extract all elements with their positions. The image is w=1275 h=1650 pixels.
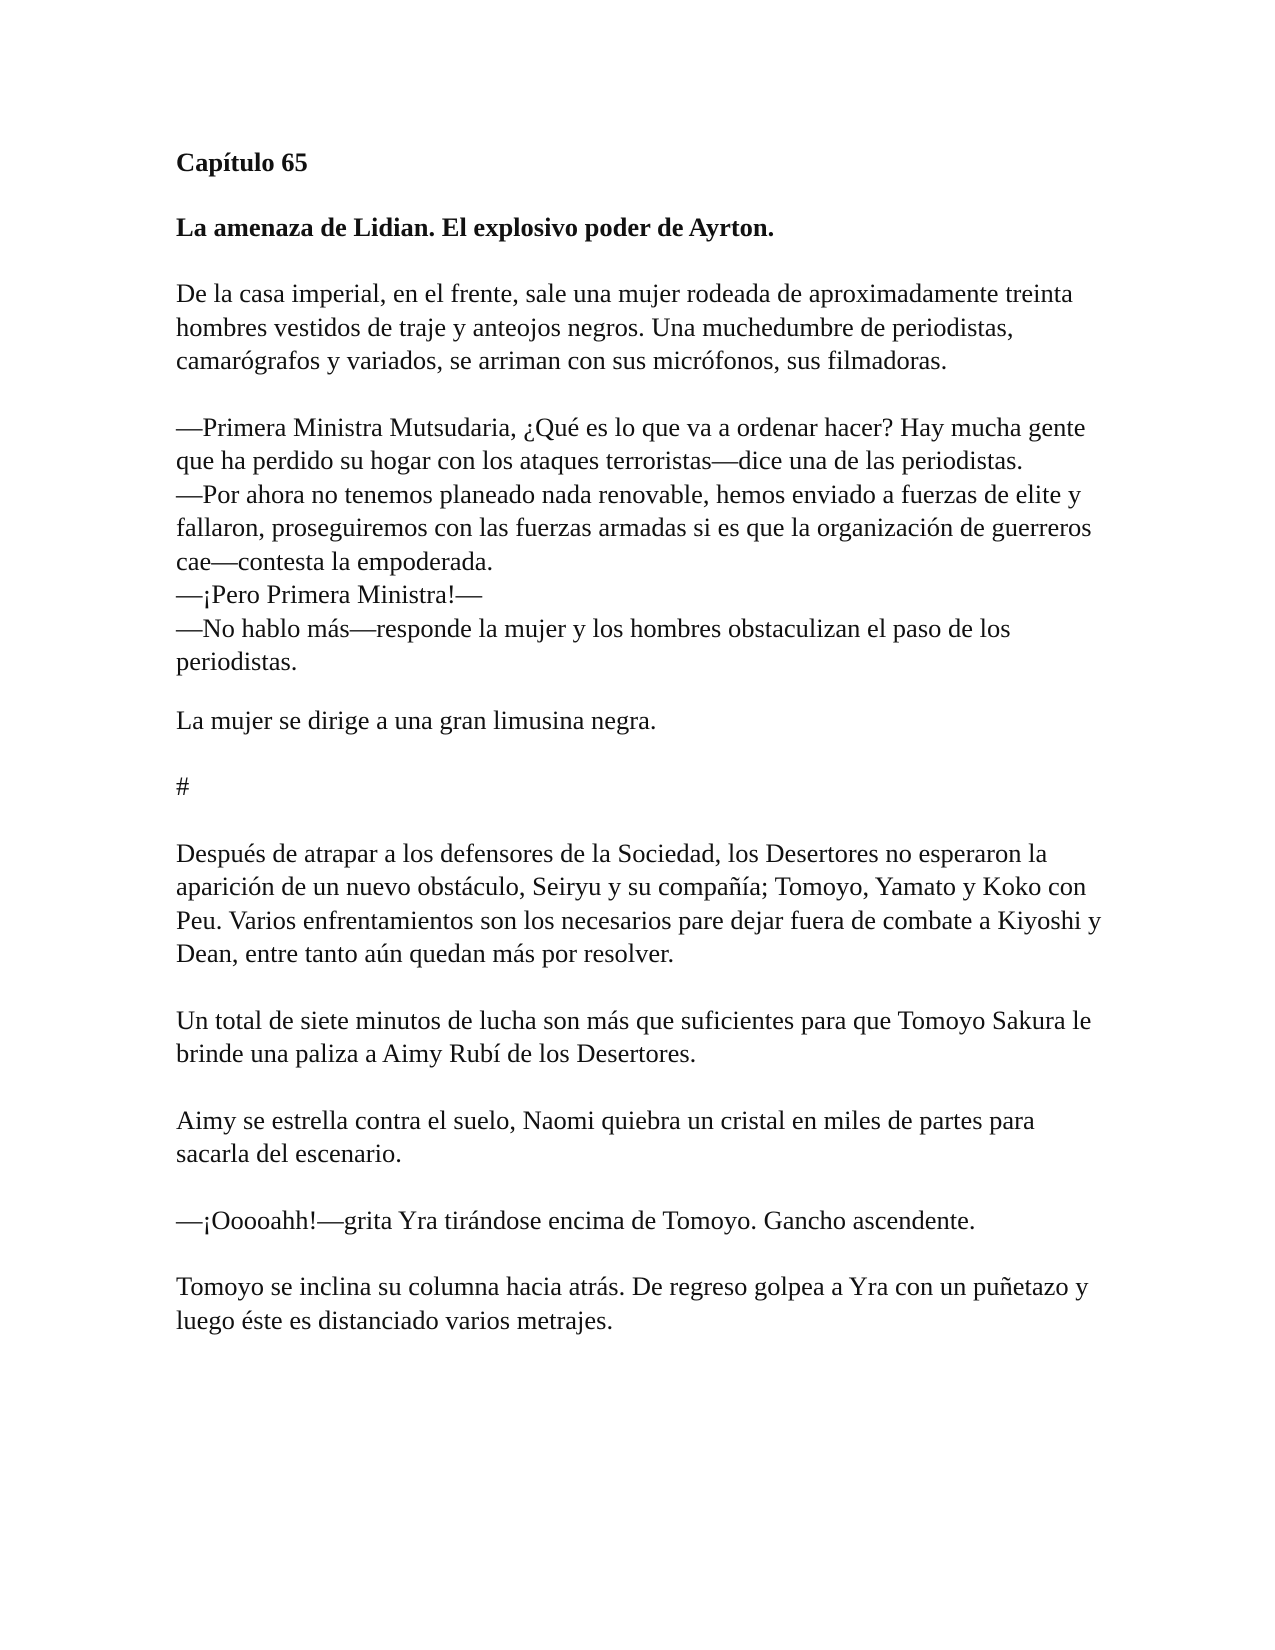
limousine-paragraph: La mujer se dirige a una gran limusina negra. xyxy=(176,704,657,735)
scene-separator: # xyxy=(176,771,190,801)
document-body xyxy=(176,146,1106,1370)
body-paragraph: —¡Ooooahh!—grita Yra tirándose encima de Tomoyo. Gancho ascendente. xyxy=(176,1204,976,1235)
dialogue-line: —Por ahora no tenemos planeado nada renovable, hemos enviado a fuerzas de elite y fallaron, proseguiremos con las fuerzas armadas si es que la organización de guerreros cae—contesta la empoderada. xyxy=(176,478,1092,576)
body-paragraph: Un total de siete minutos de lucha son más que suficientes para que Tomoyo Sakura le brinde una paliza a Aimy Rubí de los Desertores. xyxy=(176,1004,1092,1068)
body-paragraph: Aimy se estrella contra el suelo, Naomi quiebra un cristal en miles de partes para sacarla del escenario. xyxy=(176,1104,1035,1168)
chapter-title: Capítulo 65 xyxy=(176,147,308,177)
chapter-subtitle: La amenaza de Lidian. El explosivo poder de Ayrton. xyxy=(176,211,775,242)
body-paragraph: Tomoyo se inclina su columna hacia atrás. De regreso golpea a Yra con un puñetazo y luego éste es distanciado varios metrajes. xyxy=(176,1271,1089,1335)
dialogue-line: —Primera Ministra Mutsudaria, ¿Qué es lo que va a ordenar hacer? Hay mucha gente que ha perdido su hogar con los ataques terroristas—dice una de las periodistas. xyxy=(176,411,1086,475)
body-paragraph: Después de atrapar a los defensores de la Sociedad, los Desertores no esperaron la aparición de un nuevo obstáculo, Seiryu y su compañía; Tomoyo, Yamato y Koko con Peu. Varios enfrentamientos son los necesarios pare dejar fuera de combate a Kiyoshi y Dean, entre tanto aún quedan más por resolver. xyxy=(176,837,1102,968)
intro-paragraph: De la casa imperial, en el frente, sale una mujer rodeada de aproximadamente treinta hombres vestidos de traje y anteojos negros. Una muchedumbre de periodistas, camarógrafos y variados, se arriman con sus micrófonos, sus filmadoras. xyxy=(176,278,1073,375)
dialogue-line: —¡Pero Primera Ministra!— xyxy=(176,579,483,609)
dialogue-line: —No hablo más—responde la mujer y los hombres obstaculizan el paso de los periodistas. xyxy=(176,612,1011,676)
dialogue-block xyxy=(176,411,1106,679)
